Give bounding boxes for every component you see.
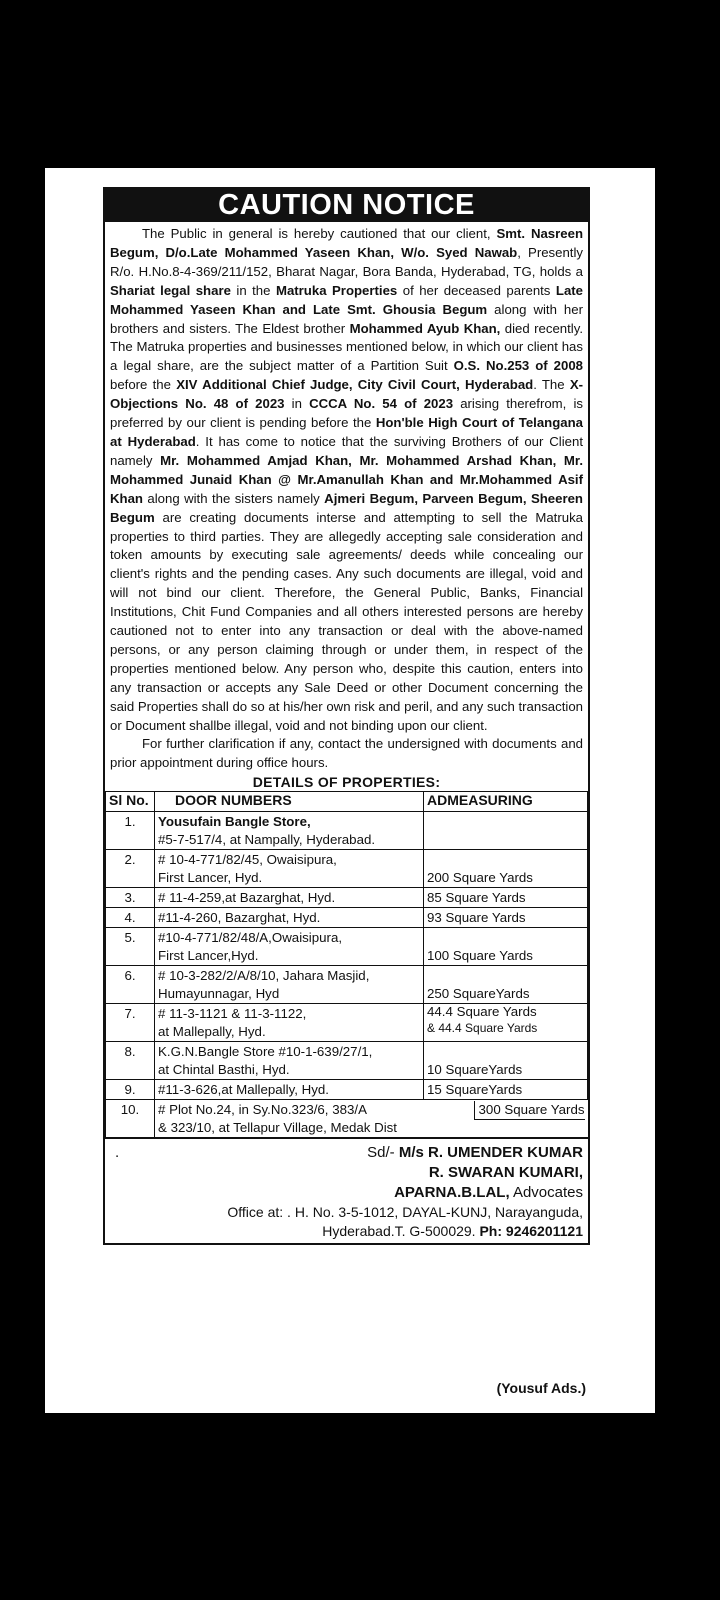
advocate-1: M/s R. UMENDER KUMAR <box>398 1144 583 1162</box>
door-line-1: K.G.N.Bangle Store #10-1-639/27/1, <box>158 1044 373 1060</box>
door-line-2: & 323/10, at Tellapur Village, Medak Dist <box>158 1120 397 1136</box>
row-area <box>424 812 588 850</box>
door-line-2: at Mallepally, Hyd. <box>158 1024 266 1040</box>
text-span: . The <box>533 377 570 393</box>
text-span: died recently. The Matruka properties and businesses mentioned below, in which our client has a legal share, are the subject matter of a Partition Suit <box>110 320 583 374</box>
row-door <box>155 1100 588 1138</box>
notice-title: CAUTION NOTICE <box>105 189 588 222</box>
door-line-2: First Lancer,Hyd. <box>158 948 259 964</box>
advocates-label: Advocates <box>509 1184 583 1202</box>
door-line-2: #5-7-517/4, at Nampally, Hyderabad. <box>158 832 376 848</box>
text-span: in the <box>230 282 276 298</box>
signature-block <box>105 1138 588 1243</box>
table-row <box>106 1100 588 1138</box>
advocate-3: APARNA.B.LAL, <box>394 1184 510 1202</box>
area-line-2: & 44.4 Square Yards <box>427 1021 538 1036</box>
advocate-2: R. SWARAN KUMARI, <box>428 1164 583 1182</box>
row-area: 200 Square Yards <box>424 850 588 888</box>
text-span: along with her brothers and sisters. The Eldest brother <box>110 301 583 336</box>
table-row <box>106 850 588 888</box>
door-line-1: #10-4-771/82/48/A,Owaisipura, <box>158 930 343 946</box>
door-line-2: First Lancer, Hyd. <box>158 870 263 886</box>
text-span: . It has come to notice that the surviving Brothers of our Client namely <box>110 433 583 468</box>
signature-dot: . <box>115 1144 120 1162</box>
row-area: 10 SquareYards <box>424 1042 588 1080</box>
text-span: , Presently R/o. H.No.8-4-369/211/152, Bharat Nagar, Bora Banda, Hyderabad, TG, holds a <box>110 244 583 279</box>
notice-paragraph-1 <box>110 225 583 735</box>
text-span: along with the sisters namely <box>142 490 325 506</box>
row-sl: 7. <box>106 1004 155 1042</box>
text-span: are creating documents interse and attempting to sell the Matruka properties to third parties. They are allegedly accepting sale consideration and token amounts by executing sale agreements/ deeds while concealing our client's rights and the pending cases. Any such documents are illegal, void and will not bind our client. Therefore, the General Public, Banks, Financial Institutions, Chit Fund Companies and all others interested persons are hereby cautioned not to enter into any transaction or deal with the above-named persons, or any person claiming through or under them, in respect of the properties mentioned below. Any person who, despite this caution, enters into any transaction or accepts any Sale Deed or other Document concerning the said Properties shall do so at his/her own risk and peril, and any such transaction or Document shallbe illegal, void and not binding upon our client. <box>110 509 583 733</box>
notice-body <box>105 222 588 791</box>
area-line-1: 44.4 Square Yards <box>427 1004 537 1020</box>
signature-line-3 <box>110 1183 583 1203</box>
sisters-names: Ajmeri Begum, Parveen Begum, Sheeren Begum <box>110 490 583 525</box>
ad-agency-credit: (Yousuf Ads.) <box>496 1380 586 1396</box>
row-area: 300 Square Yards <box>474 1101 585 1120</box>
table-row <box>106 966 588 1004</box>
header-admeasuring: ADMEASURING <box>424 792 588 812</box>
table-row <box>106 1004 588 1042</box>
details-title: DETAILS OF PROPERTIES: <box>252 774 441 791</box>
table-row <box>106 1042 588 1080</box>
row-door: #11-4-260, Bazarghat, Hyd. <box>155 908 424 928</box>
suit-number: O.S. No.253 of 2008 <box>453 358 583 374</box>
row-area: 250 SquareYards <box>424 966 588 1004</box>
signature-line-2 <box>110 1163 583 1183</box>
door-line-1: # Plot No.24, in Sy.No.323/6, 383/A <box>158 1102 367 1118</box>
text-span: The Public in general is hereby cautioned that our client, <box>142 226 497 241</box>
row-door: #11-3-626,at Mallepally, Hyd. <box>155 1080 424 1100</box>
phone-number: Ph: 9246201121 <box>479 1223 583 1240</box>
row-sl: 4. <box>106 908 155 928</box>
row-area: 85 Square Yards <box>424 888 588 908</box>
row-sl: 3. <box>106 888 155 908</box>
door-line-2: at Chintal Basthi, Hyd. <box>158 1062 290 1078</box>
sd-prefix: Sd/- <box>367 1144 399 1162</box>
row-sl: 8. <box>106 1042 155 1080</box>
row-door <box>155 812 424 850</box>
appeal-number: CCCA No. 54 of 2023 <box>309 396 454 412</box>
table-header-row <box>106 792 588 812</box>
door-line-2: Humayunnagar, Hyd <box>158 986 280 1002</box>
header-door-numbers: DOOR NUMBERS <box>155 792 424 812</box>
row-area: 100 Square Yards <box>424 928 588 966</box>
row-door <box>155 850 424 888</box>
row-area: 15 SquareYards <box>424 1080 588 1100</box>
row-sl: 2. <box>106 850 155 888</box>
notice-paragraph-2: For further clarification if any, contact the undersigned with documents and prior appointment during office hours. <box>110 736 583 771</box>
door-line-1: # 10-3-282/2/A/8/10, Jahara Masjid, <box>158 968 370 984</box>
office-city: Hyderabad.T. G-500029. <box>322 1223 480 1240</box>
row-sl: 5. <box>106 928 155 966</box>
row-sl: 9. <box>106 1080 155 1100</box>
table-row <box>106 928 588 966</box>
row-door <box>155 1004 424 1042</box>
emphasis: Matruka Properties <box>275 282 398 298</box>
objection-number: X-Objections No. 48 of 2023 <box>110 377 583 412</box>
row-door <box>155 1042 424 1080</box>
header-sl-no: Sl No. <box>106 792 155 812</box>
caution-notice-box <box>103 187 590 1245</box>
row-sl: 6. <box>106 966 155 1004</box>
high-court-name: Hon'ble High Court of Telangana at Hyderabad <box>110 415 583 449</box>
row-area: 93 Square Yards <box>424 908 588 928</box>
emphasis: Shariat legal share <box>110 282 231 298</box>
table-row <box>106 908 588 928</box>
client-name: Smt. Nasreen Begum, D/o.Late Mohammed Yaseen Khan, W/o. Syed Nawab <box>110 226 583 260</box>
row-sl: 1. <box>106 812 155 850</box>
text-span: arising therefrom, is preferred by our client is pending before the <box>110 396 583 431</box>
office-address-2 <box>110 1222 583 1241</box>
properties-table <box>105 791 588 1138</box>
row-door <box>155 966 424 1004</box>
door-line-1: # 10-4-771/82/45, Owaisipura, <box>158 852 337 868</box>
text-span: in <box>284 396 310 412</box>
table-row <box>106 812 588 850</box>
row-door: # 11-4-259,at Bazarghat, Hyd. <box>155 888 424 908</box>
brothers-names: Mr. Mohammed Amjad Khan, Mr. Mohammed Arshad Khan, Mr. Mohammed Junaid Khan @ Mr.Amanullah Khan and Mr.Mohammed Asif Khan <box>110 452 583 506</box>
brother-name: Mohammed Ayub Khan, <box>349 320 501 336</box>
signature-line-1 <box>110 1143 583 1163</box>
court-name: XIV Additional Chief Judge, City Civil Court, Hyderabad <box>176 377 534 393</box>
row-sl: 10. <box>106 1100 155 1138</box>
table-row <box>106 888 588 908</box>
office-address-1: Office at: . H. No. 3-5-1012, DAYAL-KUNJ, Narayanguda, <box>227 1204 583 1221</box>
table-row <box>106 1080 588 1100</box>
text-span: of her deceased parents <box>397 282 556 298</box>
parents-names: Late Mohammed Yaseen Khan and Late Smt. Ghousia Begum <box>110 282 584 317</box>
door-line-1: Yousufain Bangle Store, <box>158 814 311 830</box>
door-line-1: # 11-3-1121 & 11-3-1122, <box>158 1006 307 1022</box>
row-door <box>155 928 424 966</box>
row-area <box>424 1004 588 1042</box>
text-span: before the <box>110 377 177 393</box>
